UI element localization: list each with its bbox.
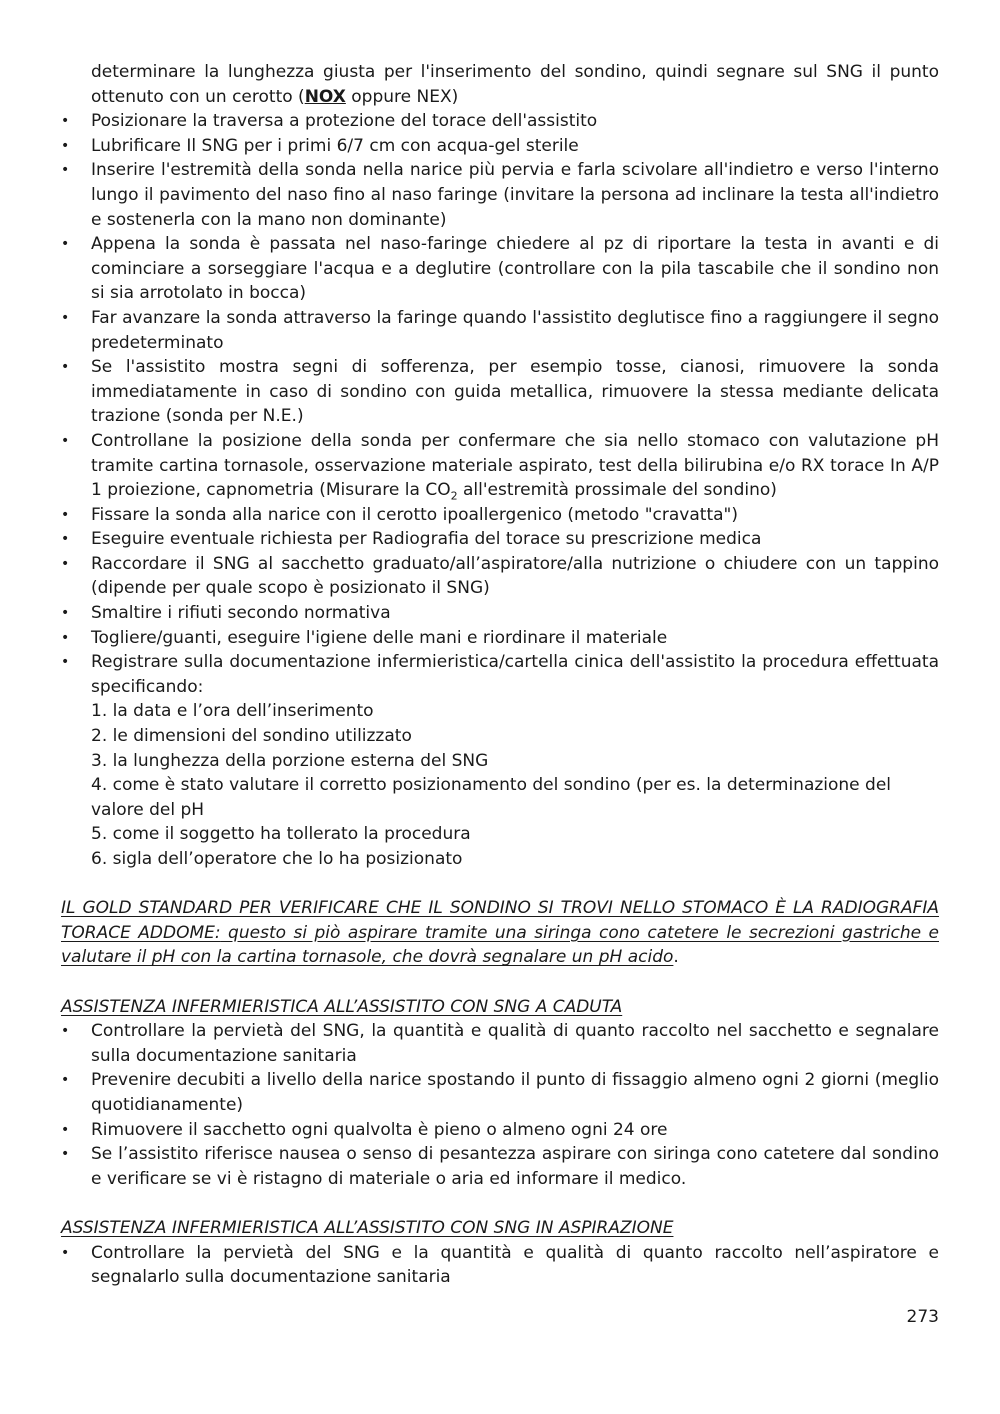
list-item-co2: • Controllane la posizione della sonda per confermare che sia nello stomaco con valutazione pH tramite cartina tornasole, osservazione materiale aspirato, test della bilirubina e/o RX torace In A/P 1 proiezione, capnometria (Misurare la $CO_2$ all'estremità prossimale del sondino) — [61, 430, 939, 503]
sublist-item: 1. la data e l’ora dell’inserimento — [91, 701, 374, 722]
list-item: • Fissare la sonda alla narice con il cerotto ipoallergenico (metodo "cravatta") — [61, 503, 939, 528]
list-item: • Eseguire eventuale richiesta per Radiografia del torace su prescrizione medica — [61, 527, 939, 552]
procedure-steps — [61, 109, 939, 699]
list-item: • Registrare sulla documentazione infermieristica/cartella cinica dell'assistito la procedura effettuata specificando: — [61, 652, 939, 697]
gold-standard-text: questo si piò aspirare tramite una siringa cono catetere le secrezioni gastriche e valutare il pH con la cartina tornasole, che dovrà segnalare un pH acido — [61, 922, 939, 968]
intro-text-end: oppure NEX) — [345, 86, 459, 107]
bullet-icon: • — [61, 1121, 70, 1138]
bullet-icon: • — [61, 1023, 70, 1040]
gold-standard-caps: IL GOLD STANDARD PER VERIFICARE CHE IL SONDINO SI TROVI NELLO STOMACO È LA RADIOGRAFIA TORACE ADDOME: — [61, 898, 939, 943]
list-item: • Se l'assistito mostra segni di sofferenza, per esempio tosse, cianosi, rimuovere la sonda immediatamente in caso di sondino con guida metallica, rimuovere la stessa mediante delicata trazione (sonda per N.E.) — [61, 357, 939, 427]
section-heading-aspirazione: ASSISTENZA INFERMIERISTICA ALL’ASSISTITO CON SNG IN ASPIRAZIONE — [61, 1217, 674, 1238]
list-item: • Se l’assistito riferisce nausea o senso di pesantezza aspirare con siringa cono catetere dal sondino e verificare se vi è ristagno di materiale o aria ed informare il medico. — [61, 1144, 939, 1189]
page-number: 273 — [906, 1307, 939, 1327]
bullet-icon: • — [61, 506, 70, 523]
sublist-item: 6. sigla dell’operatore che lo ha posizionato — [91, 849, 463, 869]
bullet-icon: • — [61, 531, 70, 548]
bullet-icon: • — [61, 555, 70, 572]
bullet-icon: • — [61, 1146, 70, 1163]
sublist-item: 5. come il soggetto ha tollerato la procedura — [91, 824, 471, 845]
list-item: • Appena la sonda è passata nel naso-faringe chiedere al pz di riportare la testa in avanti e di cominciare a sorseggiare l'acqua e a deglutire (controllare con la pila tascabile che il sondino non si sia arrotolato in bocca) — [61, 234, 939, 304]
bullet-icon: • — [61, 113, 70, 130]
sublist-item: 2. le dimensioni del sondino utilizzato — [91, 726, 412, 747]
co2-subscript: 2 — [450, 489, 458, 503]
list-item: • Posizionare la traversa a protezione del torace dell'assistito — [61, 109, 939, 134]
list-item: • Far avanzare la sonda attraverso la faringe quando l'assistito deglutisce fino a raggiungere il segno predeterminato — [61, 307, 939, 353]
bullet-icon: • — [61, 137, 70, 154]
registration-sublist — [61, 699, 939, 871]
list-item: • Controllare la pervietà del SNG, la quantità e qualità di quanto raccolto nel sacchetto e segnalare sulla documentazione sanitaria — [61, 1021, 939, 1066]
intro-text: determinare la lunghezza giusta per l'inserimento del sondino, quindi segnare sul SNG il punto ottenuto con un cerotto ( — [91, 62, 939, 107]
sublist-item: 4. come è stato valutare il corretto posizionamento del sondino (per es. la determinazione del valore del pH — [91, 775, 892, 820]
bullet-icon: • — [61, 1244, 70, 1261]
gold-standard-paragraph: IL GOLD STANDARD PER VERIFICARE CHE IL SONDINO SI TROVI NELLO STOMACO È LA RADIOGRAFIA TORACE ADDOME: questo si piò aspirare tramite una siringa cono catetere le secrezioni gastriche e valutare il pH con la cartina tornasole, che dovrà segnalare un pH acido. — [61, 898, 939, 968]
bullet-icon: • — [61, 1072, 70, 1089]
section-heading-caduta: ASSISTENZA INFERMIERISTICA ALL’ASSISTITO CON SNG A CADUTA — [61, 996, 623, 1017]
nox-term: NOX — [304, 86, 346, 107]
bullet-icon: • — [61, 309, 70, 326]
bullet-icon: • — [61, 629, 70, 646]
bullet-icon: • — [61, 162, 70, 179]
bullet-icon: • — [61, 236, 70, 253]
intro-continuation — [91, 60, 939, 109]
list-item: • Rimuovere il sacchetto ogni qualvolta è pieno o almeno ogni 24 ore — [61, 1118, 939, 1143]
list-item: • Controllare la pervietà del SNG e la quantità e qualità di quanto raccolto nell’aspiratore e segnalarlo sulla documentazione sanitaria — [61, 1242, 939, 1288]
list-item: • Togliere/guanti, eseguire l'igiene delle mani e riordinare il materiale — [61, 626, 939, 651]
caduta-list — [61, 1019, 939, 1191]
bullet-icon: • — [61, 654, 70, 671]
sublist-item: 3. la lunghezza della porzione esterna del SNG — [91, 750, 489, 771]
list-item: • Smaltire i rifiuti secondo normativa — [61, 601, 939, 626]
list-item: • Prevenire decubiti a livello della narice spostando il punto di fissaggio almeno ogni 2 giorni (meglio quotidianamente) — [61, 1070, 939, 1115]
list-item: • Raccordare il SNG al sacchetto graduato/all’aspiratore/alla nutrizione o chiudere con un tappino (dipende per quale scopo è posizionato il SNG) — [61, 553, 939, 599]
aspirazione-list — [61, 1241, 939, 1290]
bullet-icon: • — [61, 432, 70, 449]
bullet-icon: • — [61, 359, 70, 376]
bullet-icon: • — [61, 605, 70, 622]
document-page — [61, 60, 939, 1290]
list-item: • Lubrificare Il SNG per i primi 6/7 cm con acqua-gel sterile — [61, 134, 939, 159]
list-item: • Inserire l'estremità della sonda nella narice più pervia e farla scivolare all'indietro e verso l'interno lungo il pavimento del naso fino al naso faringe (invitare la persona ad inclinare la testa all'indietro e sostenerla con la mano non dominante) — [61, 160, 939, 230]
